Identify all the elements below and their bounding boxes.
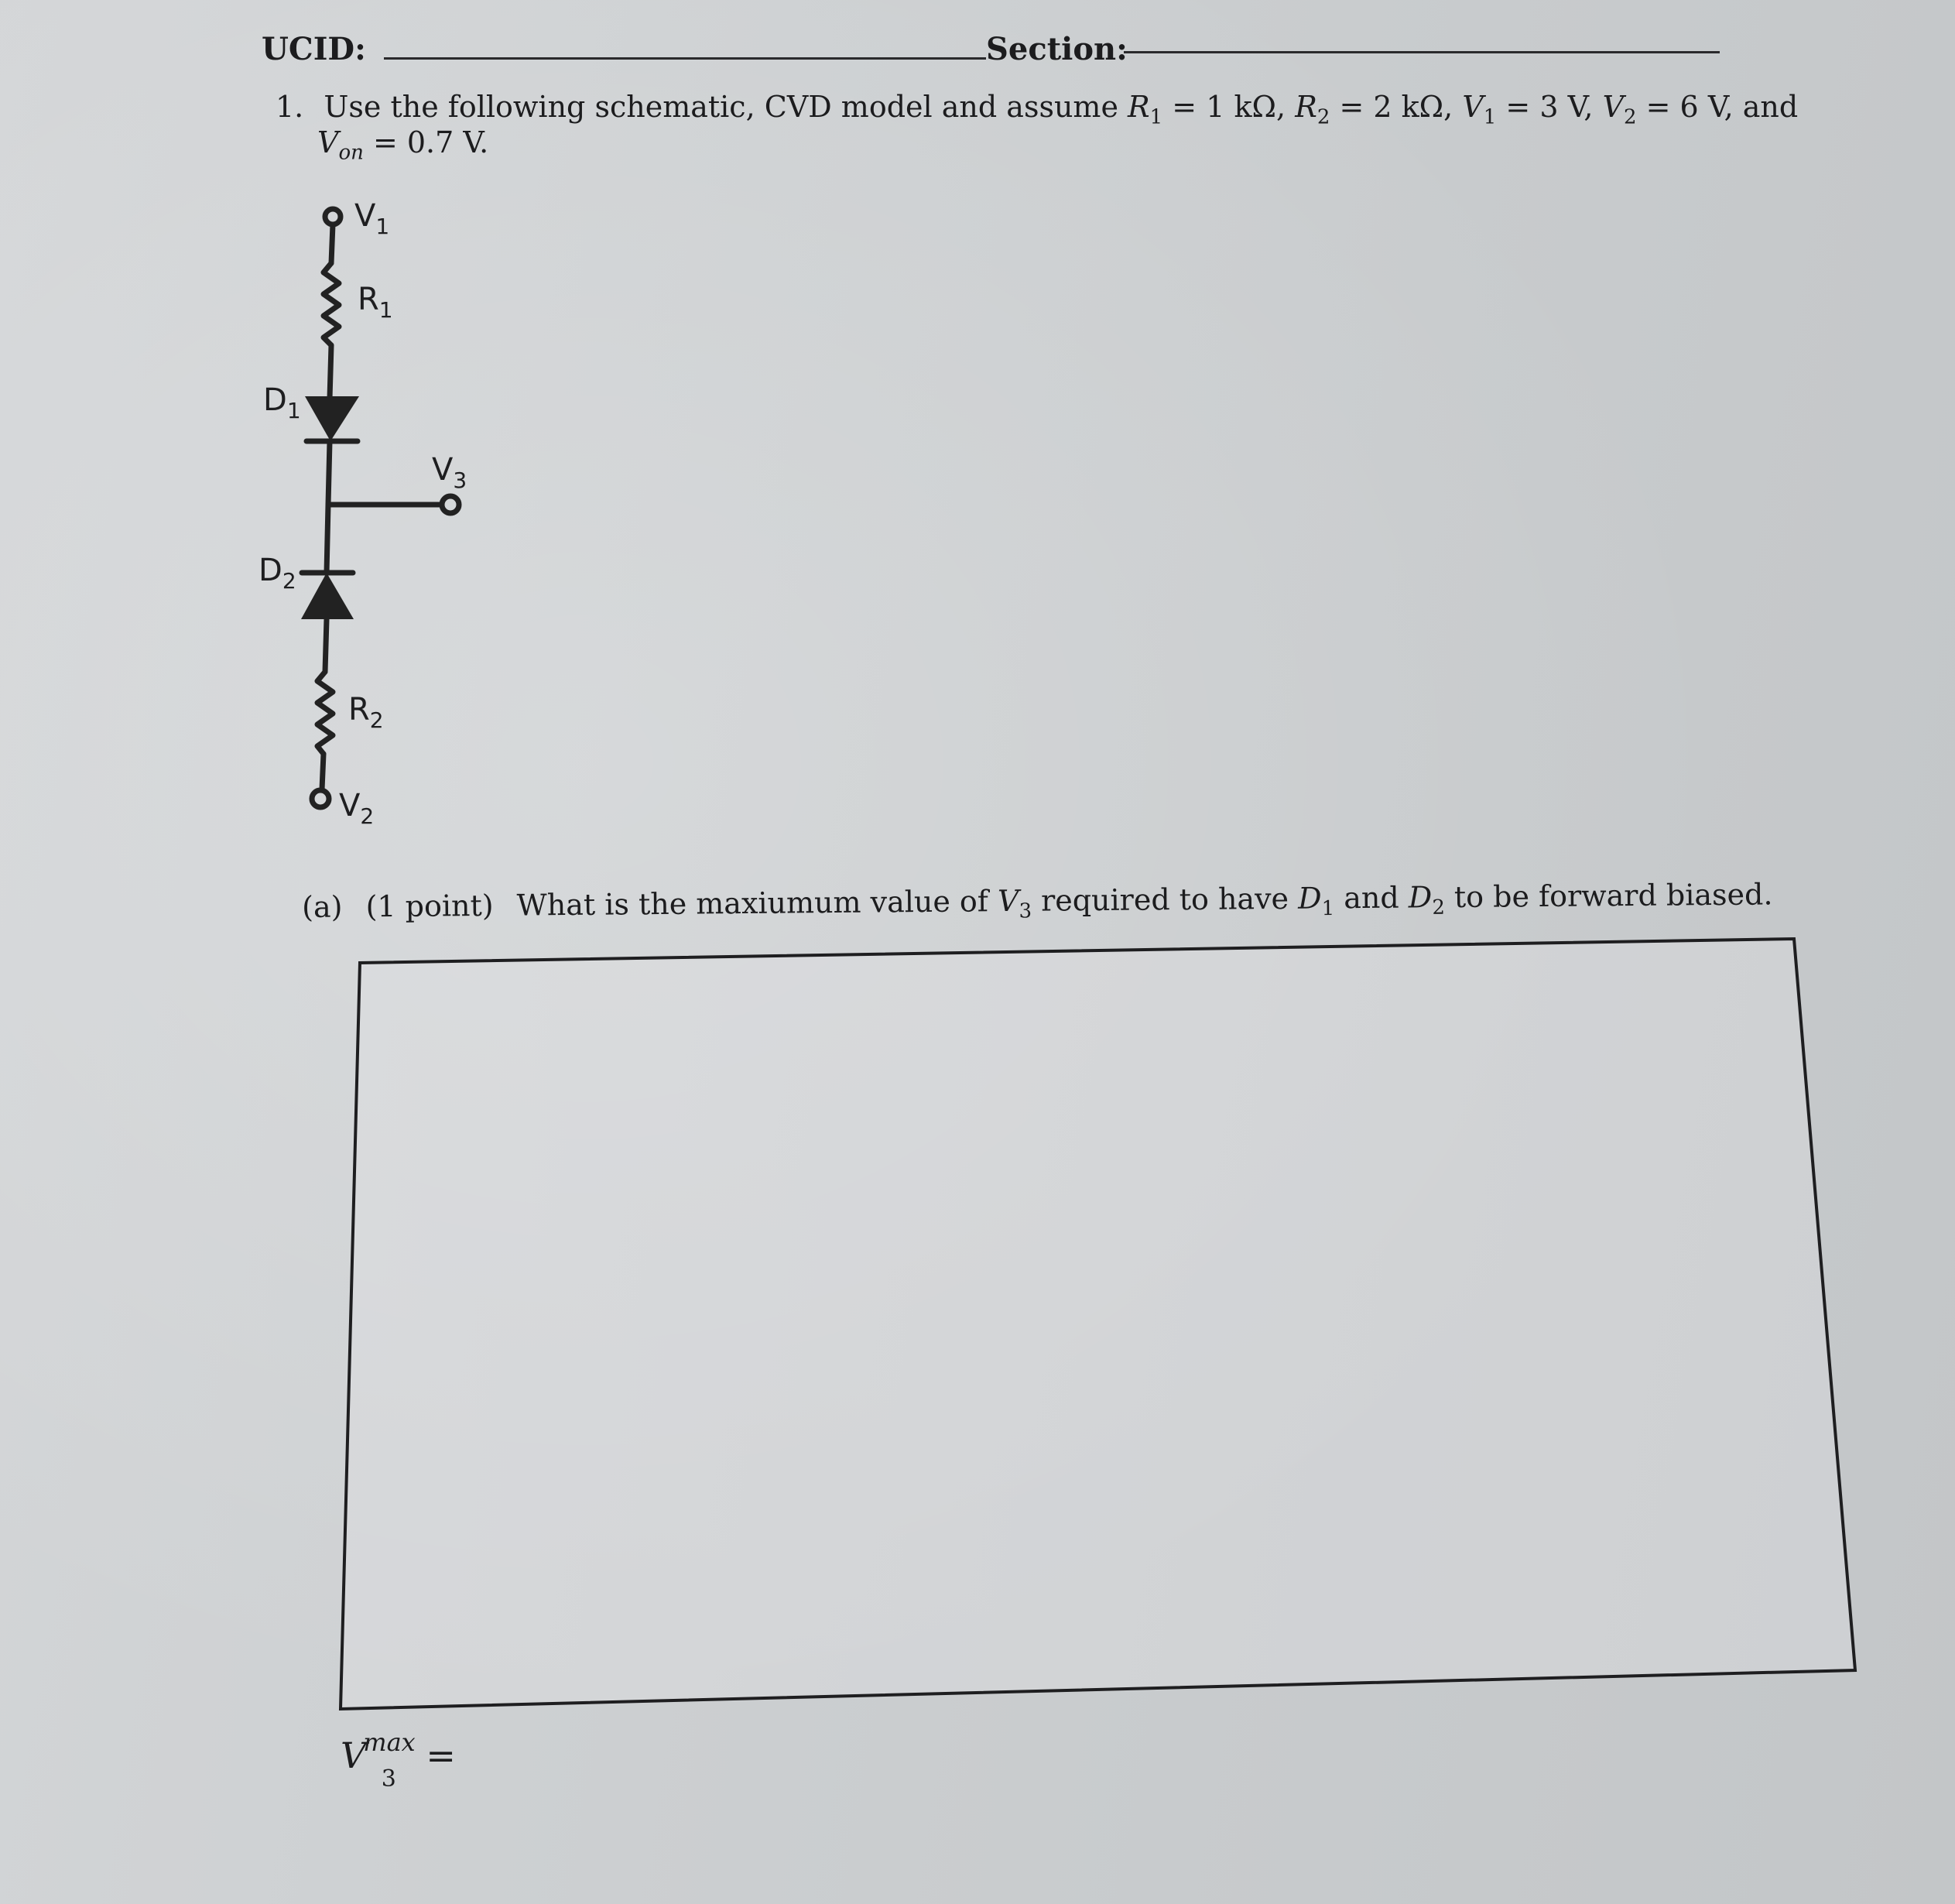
part-a-text-4: to be forward biased. bbox=[1453, 877, 1773, 915]
sch-d2-label: $D_2$ bbox=[258, 553, 296, 594]
answer-v-symbol: V bbox=[341, 1734, 367, 1776]
v1-value: = 3 V, bbox=[1496, 90, 1594, 124]
sch-v2-label: $V_2$ bbox=[339, 788, 375, 829]
part-a-text-3: and bbox=[1344, 880, 1399, 916]
answer-equals: = bbox=[426, 1734, 456, 1776]
sch-v1-label: $V_1$ bbox=[354, 198, 390, 239]
sch-v3-label: $V_3$ bbox=[432, 452, 467, 493]
von-value: = 0.7 V. bbox=[363, 125, 489, 159]
answer-field[interactable] bbox=[341, 1728, 456, 1793]
v2-symbol: V bbox=[1602, 90, 1625, 124]
section-label: Section: bbox=[986, 31, 1128, 67]
part-a-d2-subscript: 2 bbox=[1432, 895, 1446, 919]
part-a-d1-subscript: 1 bbox=[1321, 896, 1335, 921]
part-a-text-2: required to have bbox=[1040, 881, 1289, 918]
r1-symbol: R bbox=[1128, 90, 1150, 124]
part-a-d2-symbol: D bbox=[1408, 880, 1433, 915]
v2-value: = 6 V, and bbox=[1636, 90, 1799, 124]
answer-box-outline bbox=[341, 939, 1855, 1709]
v1-subscript: 1 bbox=[1483, 105, 1497, 129]
v2-subscript: 2 bbox=[1624, 105, 1637, 129]
part-a-points: (1 point) bbox=[365, 888, 494, 924]
sch-r2-label: $R_2$ bbox=[348, 692, 384, 733]
part-a-d1-symbol: D bbox=[1297, 881, 1322, 916]
part-a-v3-subscript: 3 bbox=[1019, 899, 1032, 923]
part-a-v3-symbol: V bbox=[997, 883, 1019, 919]
sch-d1-label: $D_1$ bbox=[263, 382, 301, 423]
r2-subscript: 2 bbox=[1316, 105, 1330, 129]
problem-number: 1. bbox=[276, 90, 304, 124]
v1-symbol: V bbox=[1462, 90, 1484, 124]
problem-intro: Use the following schematic, CVD model and assume bbox=[324, 90, 1118, 124]
r2-symbol: R bbox=[1295, 90, 1317, 124]
answer-subscript: 3 bbox=[381, 1765, 396, 1793]
von-symbol: V bbox=[317, 125, 339, 159]
von-subscript: on bbox=[338, 141, 364, 165]
r2-value: = 2 kΩ, bbox=[1330, 90, 1453, 124]
answer-superscript: max bbox=[363, 1728, 416, 1757]
r1-value: = 1 kΩ, bbox=[1162, 90, 1286, 124]
r1-subscript: 1 bbox=[1149, 105, 1163, 129]
part-a-text-1: What is the maxiumum value of bbox=[516, 884, 989, 923]
ucid-label: UCID: bbox=[262, 31, 366, 67]
sch-r1-label: $R_1$ bbox=[358, 282, 393, 323]
part-a-label: (a) bbox=[302, 889, 343, 924]
